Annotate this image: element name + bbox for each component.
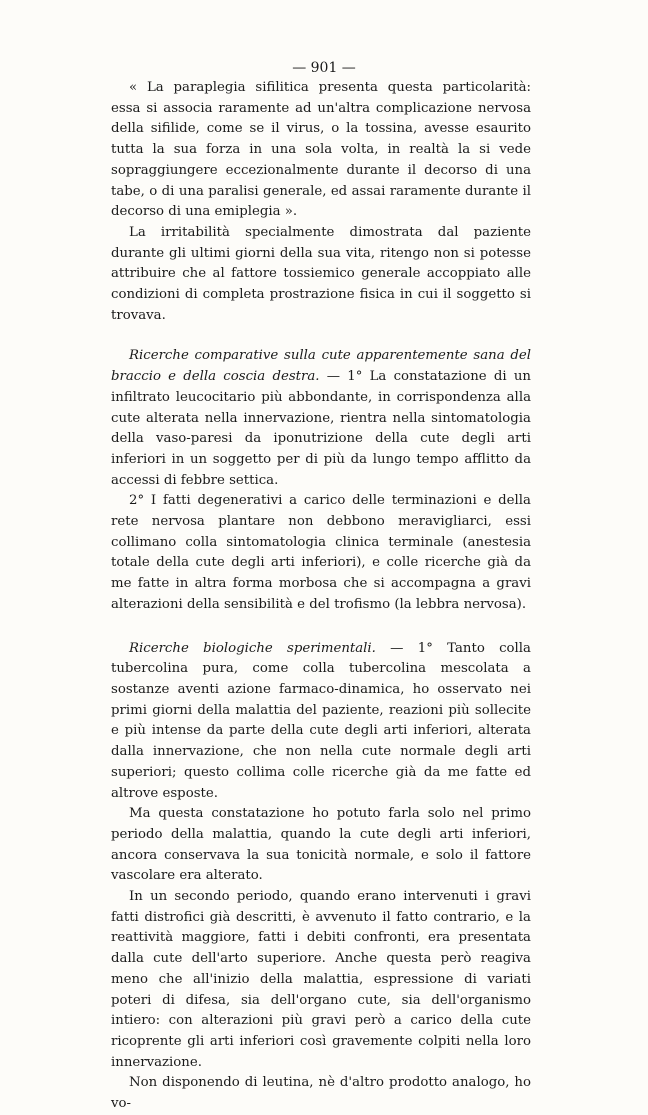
page-number: — 901 — bbox=[292, 60, 356, 76]
paragraph-first-period: Ma questa constatazione ho potuto farla solo nel primo periodo della malattia, quando la cute degli arti inferiori, ancora conservava la sua tonicità normale, e solo il fattore vascolare era alterato. bbox=[111, 806, 531, 884]
paragraph-leutina: Non disponendo di leutina, nè d'altro prodotto analogo, ho vo- bbox=[111, 1075, 531, 1112]
paragraph-irritability: La irritabilità specialmente dimostrata dal paziente durante gli ultimi giorni della sua vita, ritengo non si potesse attribuire che al fattore tossiemico generale accoppiato alle condizioni di completa prostrazione fisica in cui il soggetto si trovava. bbox=[111, 224, 531, 323]
paragraph-degenerative: 2° I fatti degenerativi a carico delle terminazioni e della rete nervosa plantare non debbono meravigliarci, essi collimano colla sintomatologia clinica terminale (anestesia totale della cute degli arti inferiori), e colle ricerche già da me fatte in altra forma morbosa che si accompagna a gravi alterazioni della sensibilità e del trofismo (la lebbra nervosa). bbox=[111, 493, 531, 612]
paragraph-biological bbox=[111, 639, 531, 805]
paragraph-biological-text: — 1° Tanto colla tubercolina pura, come colla tubercolina mescolata a sostanze aventi azione farmaco-dinamica, ho osservato nei primi giorni della malattia del paziente, reazioni più sollecite e più intense da parte della cute degli arti inferiori, alterata dalla innervazione, che non nella cute normale degli arti superiori; questo collima colle ricerche già da me fatte ed altrove esposte. bbox=[111, 640, 531, 801]
paragraph-second-period: In un secondo periodo, quando erano intervenuti i gravi fatti distrofici già descritti, è avvenuto il fatto contrario, e la reattività maggiore, fatti i debiti confronti, era presentata dalla cute dell'arto superiore. Anche questa però reagiva meno che all'inizio della malattia, espressione di variati poteri di difesa, sia dell'organo cute, sia dell'organismo intiero: con alterazioni più gravi però a carico della cute ricoprente gli arti inferiori così gravemente colpiti nella loro innervazione. bbox=[111, 889, 531, 1070]
text-column bbox=[111, 78, 531, 1115]
paragraph-quote: « La paraplegia sifilitica presenta questa particolarità: essa si associa raramente ad un'altra complicazione nervosa della sifilide, come se il virus, o la tossina, avesse esaurito tutta la sua forza in una sola volta, in realtà la si vede sopraggiungere eccezionalmente durante il decorso di una tabe, o di una paralisi generale, ed assai raramente durante il decorso di una emiplegia ». bbox=[111, 80, 531, 220]
section-heading-comparative: Ricerche comparative sulla cute apparentemente sana del braccio e della coscia destra. bbox=[111, 348, 531, 385]
paragraph-comparative-text: — 1° La constatazione di un infiltrato leucocitario più abbondante, in corrispondenza alla cute alterata nella innervazione, rientra nella sintomatologia della vaso-paresi da iponutrizione della cute degli arti inferiori in un soggetto per di più da lungo tempo afflitto da accessi di febbre settica. bbox=[111, 369, 531, 488]
paragraph-comparative bbox=[111, 346, 531, 491]
section-heading-biological: Ricerche biologiche sperimentali. bbox=[129, 640, 376, 656]
